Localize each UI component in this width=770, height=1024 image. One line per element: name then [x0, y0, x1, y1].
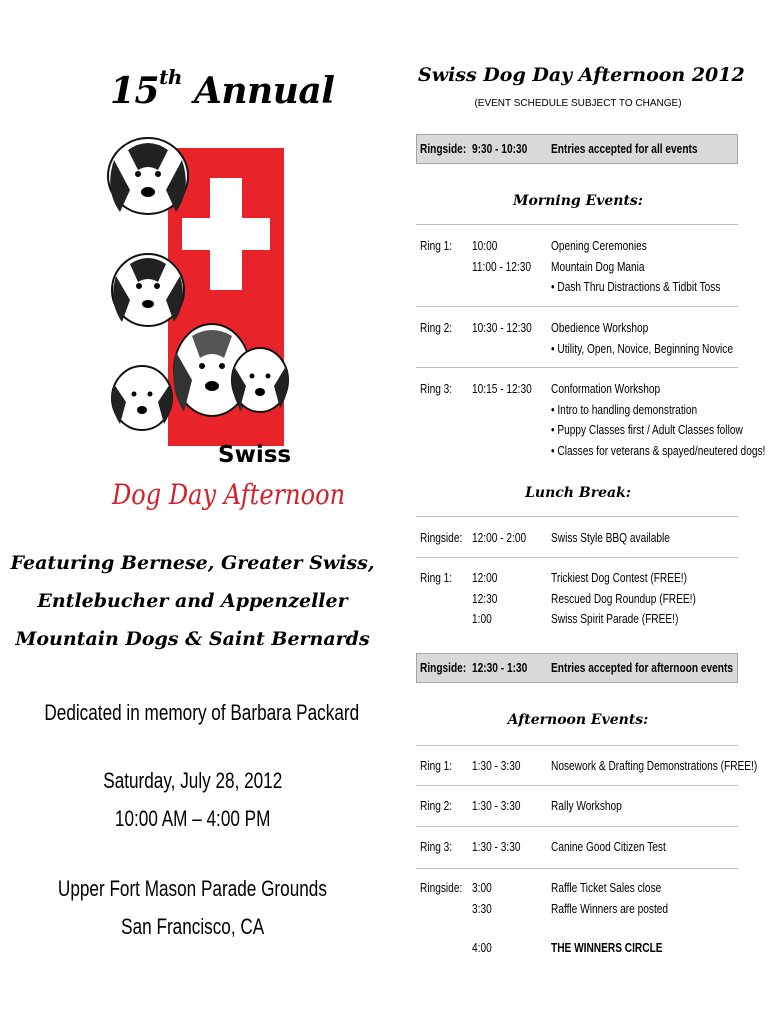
event-date: Saturday, July 28, 2012: [102, 768, 283, 793]
dog-head-top: [108, 138, 188, 214]
lunch-ringside-time: 12:00 - 2:00: [472, 530, 527, 545]
aft-ring1-desc: Nosework & Drafting Demonstrations (FREE!): [551, 758, 758, 773]
ring2-events: Obedience Workshop • Utility, Open, Novice, Beginning Novice: [551, 320, 734, 356]
logo-swiss-text: Swiss: [218, 442, 292, 468]
featuring-line-3: Mountain Dogs & Saint Bernards: [15, 628, 370, 650]
aft-ring2-place: Ring 2:: [420, 798, 453, 813]
aft-ringside-times: 3:00 3:30: [472, 880, 492, 916]
aft-ring2-time: 1:30 - 3:30: [472, 798, 521, 813]
aft-ringside-place: Ringside:: [420, 880, 463, 895]
ring3-times: 10:15 - 12:30: [472, 381, 532, 396]
dog-head-bottom-right: [232, 348, 288, 412]
aft-ring1-place: Ring 1:: [420, 758, 453, 773]
ring1-place: Ring 1:: [420, 238, 453, 253]
ring2-place: Ring 2:: [420, 320, 453, 335]
featuring-line-1: Featuring Bernese, Greater Swiss,: [10, 552, 375, 574]
annual-title: [110, 65, 335, 112]
divider: [416, 516, 738, 517]
location-line-2: San Francisco, CA: [120, 914, 265, 939]
divider: [416, 826, 738, 827]
schedule-title: Swiss Dog Day Afternoon 2012: [418, 64, 745, 86]
divider: [416, 868, 738, 869]
event-time: 10:00 AM – 4:00 PM: [114, 806, 271, 831]
title-word: Annual: [193, 70, 335, 112]
title-suffix: th: [159, 65, 182, 89]
divider: [416, 785, 738, 786]
aft-ring1-time: 1:30 - 3:30: [472, 758, 521, 773]
divider: [416, 224, 738, 225]
divider: [416, 367, 738, 368]
ring3-events: Conformation Workshop • Intro to handling demonstration • Puppy Classes first / Adult Classes follow • Classes for veterans & spayed/neutered dogs!: [551, 381, 766, 458]
lunch-heading: Lunch Break:: [525, 485, 631, 501]
lunch-ringside-desc: Swiss Style BBQ available: [551, 530, 670, 545]
ring1-times: 10:00 11:00 - 12:30: [472, 238, 532, 274]
ringside-afternoon-desc: Entries accepted for afternoon events: [551, 660, 734, 675]
ring3-place: Ring 3:: [420, 381, 453, 396]
dedication: Dedicated in memory of Barbara Packard: [44, 700, 360, 725]
schedule-subtitle: (EVENT SCHEDULE SUBJECT TO CHANGE): [474, 98, 682, 109]
divider: [416, 745, 738, 746]
aft-ringside-events: Raffle Ticket Sales close Raffle Winners are posted: [551, 880, 669, 916]
aft-ring3-place: Ring 3:: [420, 839, 453, 854]
dog-artwork: [100, 130, 300, 470]
final-event: THE WINNERS CIRCLE: [551, 940, 663, 955]
location-line-1: Upper Fort Mason Parade Grounds: [58, 876, 327, 901]
title-number: 15: [110, 70, 160, 112]
aft-ring3-desc: Canine Good Citizen Test: [551, 839, 666, 854]
lunch-ring1-times: 12:00 12:30 1:00: [472, 570, 498, 626]
lunch-ring1-events: Trickiest Dog Contest (FREE!) Rescued Dog Roundup (FREE!) Swiss Spirit Parade (FREE!): [551, 570, 696, 626]
featuring-line-2: Entlebucher and Appenzeller: [37, 590, 348, 612]
ringside-morning-desc: Entries accepted for all events: [551, 141, 698, 156]
ringside-afternoon-time: 12:30 - 1:30: [472, 660, 528, 675]
dog-head-middle: [112, 254, 184, 326]
dog-head-bottom-left: [112, 366, 172, 430]
final-time: 4:00: [472, 940, 492, 955]
morning-heading: Morning Events:: [513, 193, 643, 209]
ring2-times: 10:30 - 12:30: [472, 320, 532, 335]
ringside-afternoon-place: Ringside:: [420, 660, 467, 675]
ring1-events: Opening Ceremonies Mountain Dog Mania • Dash Thru Distractions & Tidbit Toss: [551, 238, 721, 294]
logo-tagline: Dog Day Afternoon: [112, 478, 346, 511]
ringside-morning-place: Ringside:: [420, 141, 467, 156]
divider: [416, 557, 738, 558]
lunch-ringside-place: Ringside:: [420, 530, 463, 545]
afternoon-heading: Afternoon Events:: [507, 712, 649, 728]
aft-ring2-desc: Rally Workshop: [551, 798, 622, 813]
aft-ring3-time: 1:30 - 3:30: [472, 839, 521, 854]
ringside-morning-time: 9:30 - 10:30: [472, 141, 528, 156]
flag-cross-horizontal: [182, 218, 270, 250]
lunch-ring1-place: Ring 1:: [420, 570, 453, 585]
divider: [416, 306, 738, 307]
